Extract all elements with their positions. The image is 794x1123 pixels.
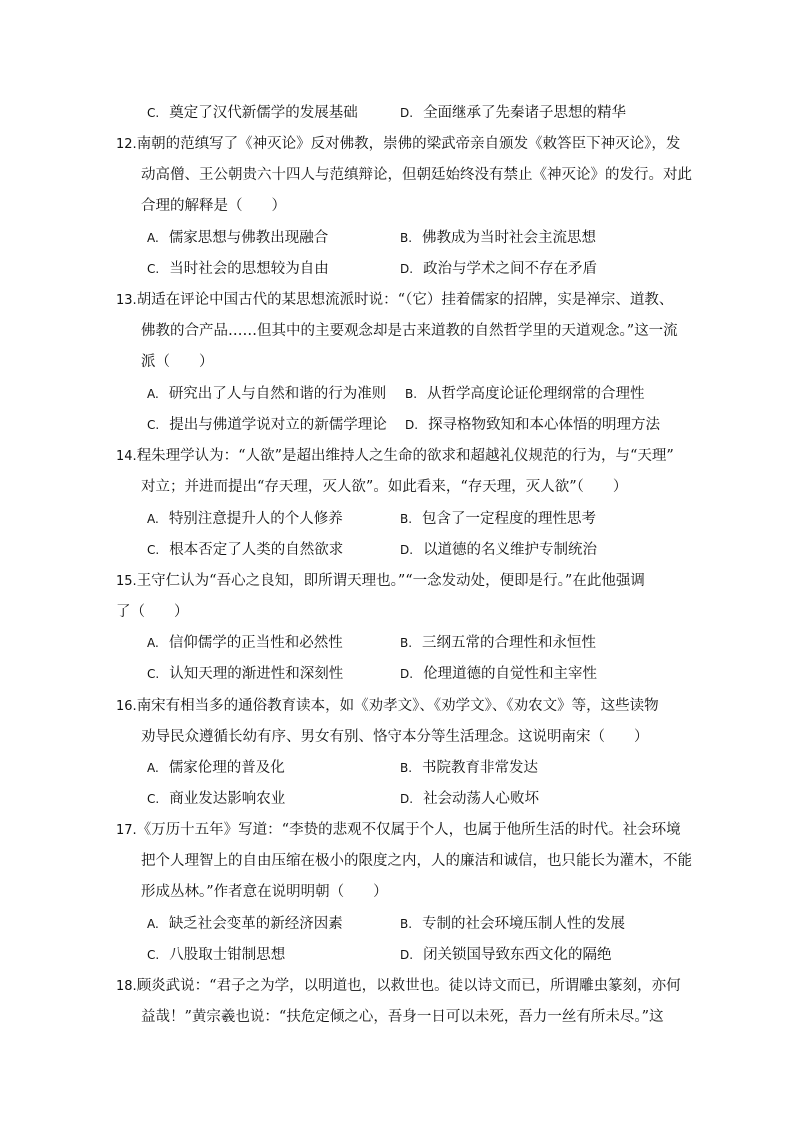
q13-option-b: B. 从哲学高度论证伦理纲常的合理性 xyxy=(405,386,645,402)
q12-option-c: C. 当时社会的思想较为自由 xyxy=(147,261,329,277)
q16-stem-line-2: 劝导民众遵循长幼有序、男女有别、恪守本分等生活理念。这说明南宋（ ） xyxy=(141,729,649,745)
q15-stem-line-1: 15.王守仁认为“吾心之良知，即所谓天理也。”“一念发动处，便即是行。”在此他强调 xyxy=(116,573,645,589)
q17-stem-line-3: 形成丛林。”作者意在说明明朝（ ） xyxy=(141,884,388,900)
q12-option-b: B. 佛教成为当时社会主流思想 xyxy=(400,230,597,246)
q12-option-a: A. 儒家思想与佛教出现融合 xyxy=(147,230,329,246)
q15-stem-line-2: 了（ ） xyxy=(116,604,189,620)
q11-option-d: D. 全面继承了先秦诸子思想的精华 xyxy=(400,105,627,121)
q17-option-d: D. 闭关锁国导致东西文化的隔绝 xyxy=(400,947,612,963)
q14-option-b: B. 包含了一定程度的理性思考 xyxy=(400,511,597,527)
q12-stem-line-2: 动高僧、王公朝贵六十四人与范缜辩论，但朝廷始终没有禁止《神灭论》的发行。对此 xyxy=(141,167,692,183)
q16-option-b: B. 书院教育非常发达 xyxy=(400,760,539,776)
q18-stem-line-2: 益哉！”黄宗羲也说：“扶危定倾之心，吾身一日可以未死，吾力一丝有所未尽。”这 xyxy=(141,1009,664,1025)
q13-stem-line-3: 派（ ） xyxy=(141,354,214,370)
q16-option-a: A. 儒家伦理的普及化 xyxy=(147,760,285,776)
q12-option-d: D. 政治与学术之间不存在矛盾 xyxy=(400,261,598,277)
q17-option-c: C. 八股取士钳制思想 xyxy=(147,947,286,963)
q16-stem-line-1: 16.南宋有相当多的通俗教育读本，如《劝孝文》、《劝学文》、《劝农文》等，这些读物 xyxy=(116,698,659,714)
q12-stem-line-3: 合理的解释是（ ） xyxy=(141,198,286,214)
q14-stem-line-1: 14.程朱理学认为：“人欲”是超出维持人之生命的欲求和超越礼仪规范的行为，与“天理” xyxy=(116,448,674,464)
q14-stem-line-2: 对立；并进而提出“存天理，灭人欲”。如此看来，“存天理，灭人欲”（ ） xyxy=(141,479,628,495)
q13-stem-line-2: 佛教的合产品……但其中的主要观念却是古来道教的自然哲学里的天道观念。”这一流 xyxy=(141,323,678,339)
q13-option-a: A. 研究出了人与自然和谐的行为准则 xyxy=(147,386,387,402)
q15-option-a: A. 信仰儒学的正当性和必然性 xyxy=(147,635,343,651)
q17-stem-line-1: 17.《万历十五年》写道：“李贽的悲观不仅属于个人，也属于他所生活的时代。社会环境 xyxy=(116,822,681,838)
q14-option-a: A. 特别注意提升人的个人修养 xyxy=(147,511,343,527)
q14-option-c: C. 根本否定了人类的自然欲求 xyxy=(147,542,344,558)
q16-option-d: D. 社会动荡人心败坏 xyxy=(400,791,540,807)
q17-option-b: B. 专制的社会环境压制人性的发展 xyxy=(400,916,626,932)
q18-stem-line-1: 18.顾炎武说：“君子之为学，以明道也，以救世也。徒以诗文而已，所谓雕虫篆刻，亦何 xyxy=(116,978,681,994)
q14-option-d: D. 以道德的名义维护专制统治 xyxy=(400,542,598,558)
q16-option-c: C. 商业发达影响农业 xyxy=(147,791,286,807)
q11-option-c: C. 奠定了汉代新儒学的发展基础 xyxy=(147,105,358,121)
q13-option-c: C. 提出与佛道学说对立的新儒学理论 xyxy=(147,417,387,433)
q15-option-d: D. 伦理道德的自觉性和主宰性 xyxy=(400,666,598,682)
q12-stem-line-1: 12.南朝的范缜写了《神灭论》反对佛教，崇佛的梁武帝亲自颁发《敕答臣下神灭论》，发 xyxy=(116,136,681,152)
q17-stem-line-2: 把个人理智上的自由压缩在极小的限度之内，人的廉洁和诚信，也只能长为灌木，不能 xyxy=(141,853,692,869)
q15-option-b: B. 三纲五常的合理性和永恒性 xyxy=(400,635,597,651)
q13-option-d: D. 探寻格物致知和本心体悟的明理方法 xyxy=(405,417,661,433)
q13-stem-line-1: 13.胡适在评论中国古代的某思想流派时说：“（它）挂着儒家的招牌，实是禅宗、道教、 xyxy=(116,292,674,308)
q15-option-c: C. 认知天理的渐进性和深刻性 xyxy=(147,666,344,682)
q17-option-a: A. 缺乏社会变革的新经济因素 xyxy=(147,916,343,932)
